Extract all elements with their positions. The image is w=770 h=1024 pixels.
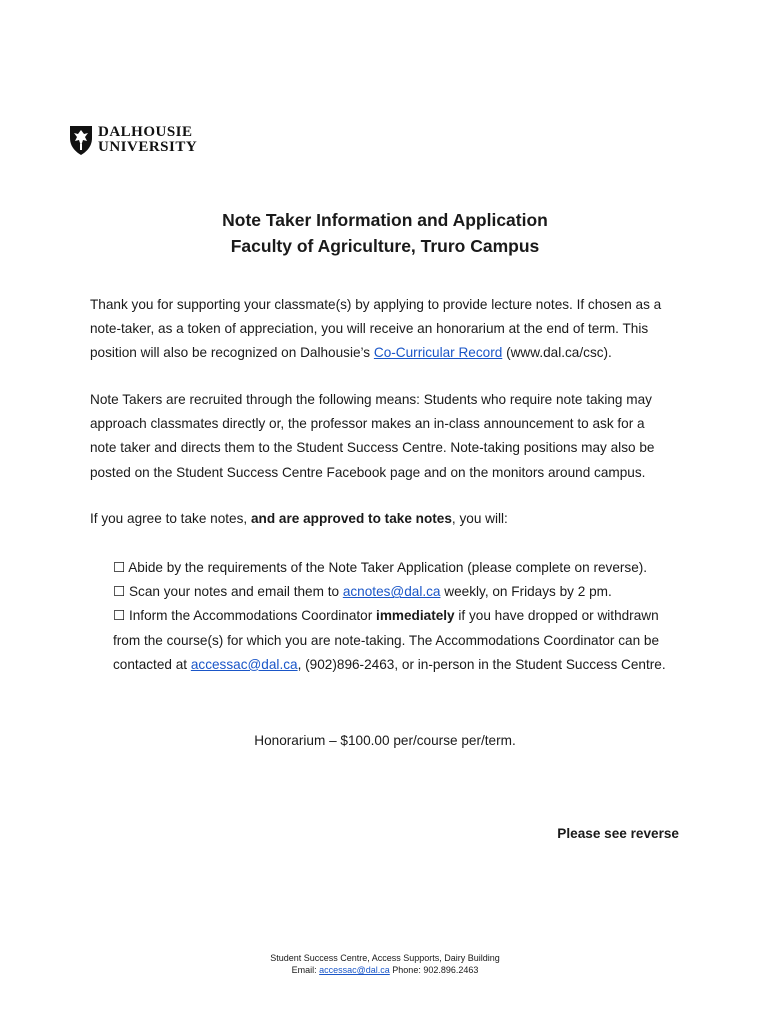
page-footer xyxy=(0,952,770,976)
checklist-item-2-pre: ☐ Scan your notes and email them to xyxy=(113,584,343,600)
checklist-item-3-line-3 xyxy=(113,653,666,677)
checklist-item-1: ☐ Abide by the requirements of the Note Taker Application (please complete on reverse). xyxy=(113,560,648,575)
recruitment-line-4: posted on the Student Success Centre Facebook page and on the monitors around campus. xyxy=(90,464,646,480)
footer-line-2-post: Phone: 902.896.2463 xyxy=(389,965,479,975)
footer-line-2-pre: Email: xyxy=(291,965,320,975)
logo-wordmark xyxy=(98,125,197,155)
logo-line-2: UNIVERSITY xyxy=(98,139,198,155)
honorarium-text: Honorarium – $100.00 per/course per/term. xyxy=(254,733,516,748)
intro-line-3-post: (www.dal.ca/csc). xyxy=(502,345,612,361)
requirements-checklist xyxy=(113,556,666,677)
recruitment-line-2: approach classmates directly or, the professor makes an in-class announcement to ask for a xyxy=(90,416,645,432)
title-line-1: Note Taker Information and Application xyxy=(222,210,548,230)
footer-email-link[interactable]: accessac@dal.ca xyxy=(319,965,390,975)
intro-line-3 xyxy=(90,341,690,365)
university-logo xyxy=(68,124,197,156)
logo-line-1: DALHOUSIE xyxy=(98,124,193,140)
title-line-2: Faculty of Agriculture, Truro Campus xyxy=(230,236,540,256)
document-title xyxy=(0,207,770,259)
intro-line-2: note-taker, as a token of appreciation, you will receive an honorarium at the end of term. This xyxy=(90,321,649,337)
co-curricular-record-link[interactable]: Co-Curricular Record xyxy=(373,345,503,361)
footer-line-2 xyxy=(0,964,770,976)
agree-pre: If you agree to take notes, xyxy=(90,511,251,526)
please-see-reverse: Please see reverse xyxy=(557,826,679,841)
checklist-item-3-line-3-post: , (902)896-2463, or in-person in the Student Success Centre. xyxy=(297,656,666,672)
checklist-item-3-bold: immediately xyxy=(376,608,455,624)
acnotes-email-link[interactable]: acnotes@dal.ca xyxy=(342,584,441,600)
recruitment-line-1: Note Takers are recruited through the following means: Students who require note taking may xyxy=(90,392,652,407)
agree-bold: and are approved to take notes xyxy=(250,511,452,526)
agree-post: , you will: xyxy=(451,511,508,526)
recruitment-paragraph xyxy=(90,388,690,485)
accessac-email-link[interactable]: accessac@dal.ca xyxy=(190,656,298,672)
checklist-item-3 xyxy=(113,604,666,628)
checklist-item-2 xyxy=(113,580,666,604)
recruitment-line-3: note taker and directs them to the Student Success Centre. Note-taking positions may also be xyxy=(90,440,655,456)
intro-line-1: Thank you for supporting your classmate(s) by applying to provide lecture notes. If chosen as a xyxy=(90,297,662,312)
agree-paragraph xyxy=(90,507,690,531)
checklist-item-3-line-3-pre: contacted at xyxy=(113,656,191,672)
checklist-item-3-pre: ☐ Inform the Accommodations Coordinator xyxy=(113,608,377,624)
crest-icon xyxy=(68,124,94,156)
intro-paragraph xyxy=(90,293,690,366)
footer-line-1: Student Success Centre, Access Supports, Dairy Building xyxy=(270,953,500,963)
checklist-item-3-post: if you have dropped or withdrawn xyxy=(454,608,659,624)
intro-line-3-pre: position will also be recognized on Dalhousie’s xyxy=(90,345,374,361)
checklist-item-3-line-2: from the course(s) for which you are note-taking. The Accommodations Coordinator can be xyxy=(113,632,660,648)
checklist-item-2-post: weekly, on Fridays by 2 pm. xyxy=(440,584,612,600)
